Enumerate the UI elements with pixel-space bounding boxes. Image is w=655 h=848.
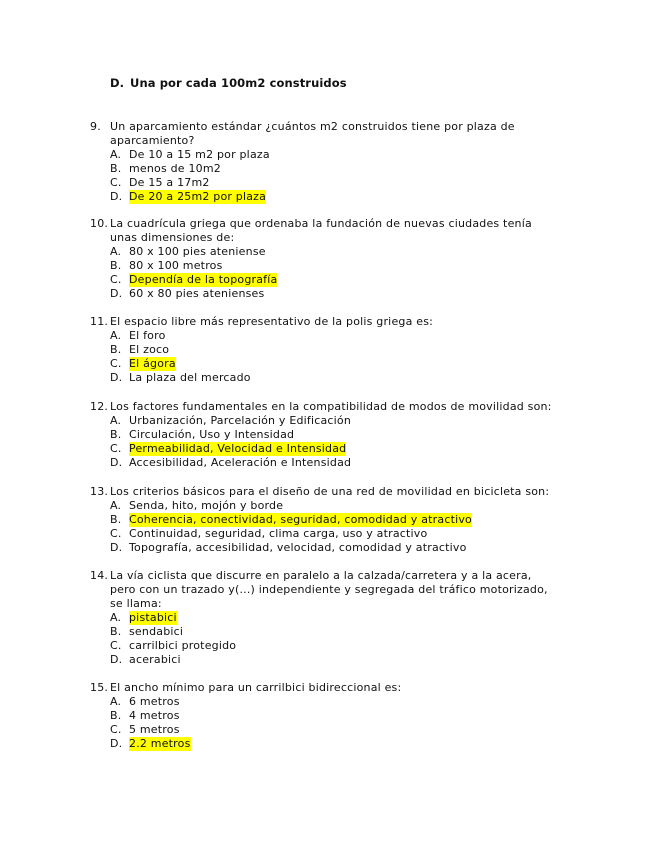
option-letter: B. <box>110 513 122 526</box>
option-letter: A. <box>110 329 122 342</box>
option-b <box>90 343 560 357</box>
option-letter: A. <box>110 414 122 427</box>
option-letter: C. <box>110 527 122 540</box>
option-letter: D. <box>110 456 123 469</box>
option-letter: D. <box>110 76 125 90</box>
question-number: 12. <box>90 400 109 413</box>
question-stem: Un aparcamiento estándar ¿cuántos m2 construidos tiene por plaza de aparcamiento? <box>110 120 515 147</box>
option-text-highlighted: pistabici <box>129 611 177 624</box>
option-d <box>90 371 560 385</box>
option-letter: A. <box>110 148 122 161</box>
option-letter: B. <box>110 709 122 722</box>
option-d <box>90 653 560 667</box>
option-letter: B. <box>110 162 122 175</box>
option-letter: C. <box>110 442 122 455</box>
option-a <box>90 329 560 343</box>
option-a <box>90 148 560 162</box>
option-a <box>90 611 560 625</box>
option-c <box>90 639 560 653</box>
option-text: 4 metros <box>129 709 180 722</box>
option-c <box>90 723 560 737</box>
question-9 <box>90 120 560 204</box>
question-number: 10. <box>90 217 109 230</box>
option-text: 80 x 100 metros <box>129 259 223 272</box>
option-text-highlighted: De 20 a 25m2 por plaza <box>129 190 267 203</box>
option-text: Una por cada 100m2 construidos <box>130 76 347 90</box>
option-letter: B. <box>110 625 122 638</box>
option-letter: A. <box>110 611 122 624</box>
option-text: De 10 a 15 m2 por plaza <box>129 148 270 161</box>
option-b <box>90 625 560 639</box>
option-text: La plaza del mercado <box>129 371 251 384</box>
option-text: Urbanización, Parcelación y Edificación <box>129 414 352 427</box>
question-14 <box>90 569 560 667</box>
option-b <box>90 428 560 442</box>
question-12 <box>90 400 560 470</box>
option-letter: D. <box>110 287 123 300</box>
option-text: De 15 a 17m2 <box>129 176 210 189</box>
question-stem: Los criterios básicos para el diseño de una red de movilidad en bicicleta son: <box>110 485 550 498</box>
option-letter: B. <box>110 343 122 356</box>
option-c <box>90 357 560 371</box>
option-b <box>90 709 560 723</box>
option-text: Circulación, Uso y Intensidad <box>129 428 295 441</box>
option-text: 60 x 80 pies atenienses <box>129 287 265 300</box>
option-text: acerabici <box>129 653 181 666</box>
question-number: 15. <box>90 681 109 694</box>
option-letter: A. <box>110 499 122 512</box>
option-c <box>90 442 560 456</box>
previous-question-option <box>110 76 347 90</box>
option-d <box>90 287 560 301</box>
question-stem: La vía ciclista que discurre en paralelo a la calzada/carretera y a la acera, pero con un trazado y(...) independiente y segregada del tráfico motorizado, se llama: <box>110 569 548 610</box>
question-number: 13. <box>90 485 109 498</box>
option-letter: B. <box>110 428 122 441</box>
option-text: Senda, hito, mojón y borde <box>129 499 284 512</box>
option-text-highlighted: Dependía de la topografía <box>129 273 278 286</box>
option-text: 6 metros <box>129 695 180 708</box>
option-letter: C. <box>110 639 122 652</box>
option-letter: D. <box>110 541 123 554</box>
question-10 <box>90 217 560 301</box>
option-letter: D. <box>110 190 123 203</box>
question-13 <box>90 485 560 555</box>
option-letter: B. <box>110 259 122 272</box>
question-stem: El espacio libre más representativo de la polis griega es: <box>110 315 434 328</box>
option-text: 80 x 100 pies ateniense <box>129 245 266 258</box>
option-a <box>90 245 560 259</box>
option-d <box>90 737 560 751</box>
question-15 <box>90 681 560 751</box>
option-text-highlighted: El ágora <box>129 357 176 370</box>
option-text-highlighted: Coherencia, conectividad, seguridad, comodidad y atractivo <box>129 513 472 526</box>
question-number: 9. <box>90 120 101 133</box>
option-letter: D. <box>110 371 123 384</box>
option-text: El foro <box>129 329 166 342</box>
option-d <box>90 190 560 204</box>
option-d <box>90 456 560 470</box>
option-text: carrilbici protegido <box>129 639 237 652</box>
option-letter: C. <box>110 176 122 189</box>
option-b <box>90 513 560 527</box>
option-a <box>90 695 560 709</box>
question-stem: La cuadrícula griega que ordenaba la fundación de nuevas ciudades tenía unas dimensiones de: <box>110 217 532 244</box>
question-11 <box>90 315 560 385</box>
option-text: 5 metros <box>129 723 180 736</box>
option-letter: C. <box>110 723 122 736</box>
option-text: Continuidad, seguridad, clima carga, uso y atractivo <box>129 527 428 540</box>
option-text-highlighted: Permeabilidad, Velocidad e Intensidad <box>129 442 347 455</box>
option-letter: A. <box>110 695 122 708</box>
question-stem: El ancho mínimo para un carrilbici bidireccional es: <box>110 681 402 694</box>
option-letter: D. <box>110 737 123 750</box>
option-text: menos de 10m2 <box>129 162 221 175</box>
option-text: sendabici <box>129 625 184 638</box>
option-b <box>90 162 560 176</box>
question-stem: Los factores fundamentales en la compatibilidad de modos de movilidad son: <box>110 400 552 413</box>
option-c <box>90 273 560 287</box>
option-letter: C. <box>110 357 122 370</box>
option-d <box>90 541 560 555</box>
option-c <box>90 176 560 190</box>
question-number: 11. <box>90 315 109 328</box>
option-a <box>90 499 560 513</box>
option-a <box>90 414 560 428</box>
option-text-highlighted: 2.2 metros <box>129 737 191 750</box>
question-number: 14. <box>90 569 109 582</box>
option-c <box>90 527 560 541</box>
option-text: Accesibilidad, Aceleración e Intensidad <box>129 456 352 469</box>
option-letter: C. <box>110 273 122 286</box>
option-b <box>90 259 560 273</box>
option-letter: D. <box>110 653 123 666</box>
option-text: El zoco <box>129 343 170 356</box>
option-text: Topografía, accesibilidad, velocidad, comodidad y atractivo <box>129 541 467 554</box>
option-letter: A. <box>110 245 122 258</box>
